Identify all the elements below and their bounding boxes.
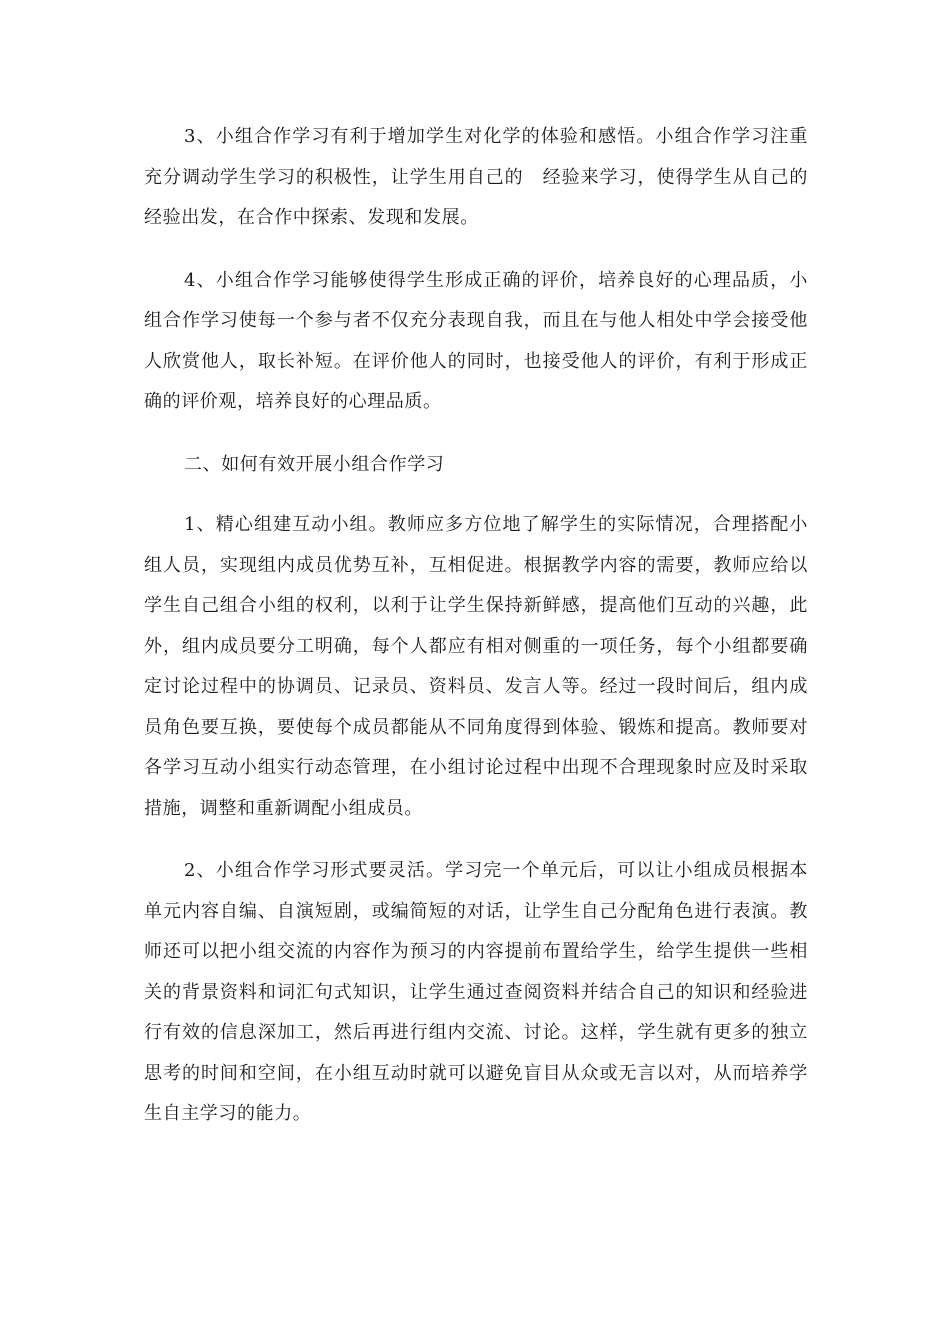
paragraph-3: 3、小组合作学习有利于增加学生对化学的体验和感悟。小组合作学习注重充分调动学生学习的积极性，让学生用自己的 经验来学习，使得学生从自己的经验出发，在合作中探索、发现和发展。 [144,126,808,228]
paragraph-section2-1: 1、精心组建互动小组。教师应多方位地了解学生的实际情况，合理搭配小组人员，实现组内成员优势互补，互相促进。根据教学内容的需要，教师应给以学生自己组合小组的权利，以利于让学生保持新鲜感，提高他们互动的兴趣，此外，组内成员要分工明确，每个人都应有相对侧重的一项任务，每个小组都要确定讨论过程中的协调员、记录员、资料员、发言人等。经过一段时间后，组内成员角色要互换，要使每个成员都能从不同角度得到体验、锻炼和提高。教师要对各学习互动小组实行动态管理，在小组讨论过程中出现不合理现象时应及时采取措施，调整和重新调配小组成员。 [144,514,808,819]
section-heading: 二、如何有效开展小组合作学习 [184,453,445,475]
document-body [144,117,808,1157]
paragraph-4: 4、小组合作学习能够使得学生形成正确的评价，培养良好的心理品质，小组合作学习使每一个参与者不仅充分表现自我，而且在与他人相处中学会接受他人欣赏他人，取长补短。在评价他人的同时，也接受他人的评价，有利于形成正确的评价观，培养良好的心理品质。 [144,269,808,412]
paragraph-section2-2: 2、小组合作学习形式要灵活。学习完一个单元后，可以让小组成员根据本单元内容自编、自演短剧，或编简短的对话，让学生自己分配角色进行表演。教师还可以把小组交流的内容作为预习的内容提前布置给学生，给学生提供一些相关的背景资料和词汇句式知识，让学生通过查阅资料并结合自己的知识和经验进行有效的信息深加工，然后再进行组内交流、讨论。这样，学生就有更多的独立思考的时间和空间，在小组互动时就可以避免盲目从众或无言以对，从而培养学生自主学习的能力。 [144,860,808,1124]
